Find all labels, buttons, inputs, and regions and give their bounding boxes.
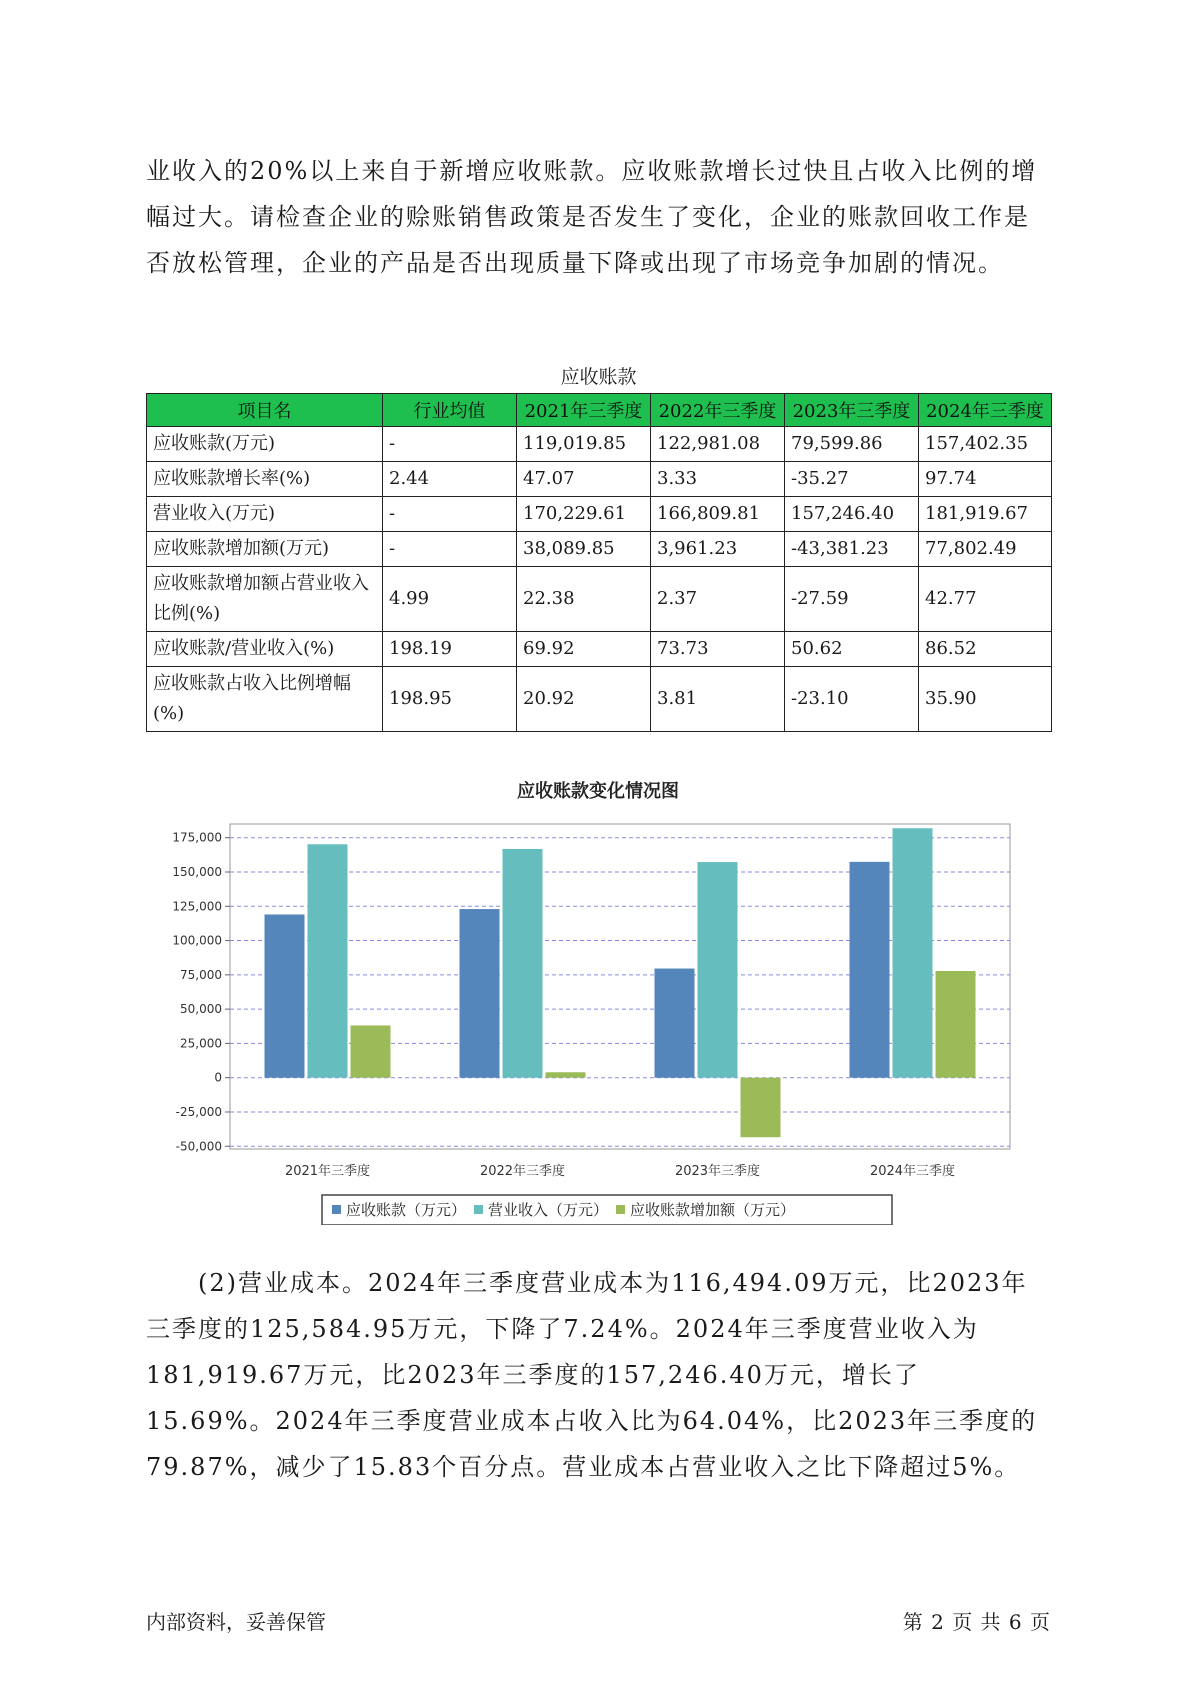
table-cell: 86.52 xyxy=(919,632,1052,667)
table-cell: 77,802.49 xyxy=(919,532,1052,567)
table-header-row xyxy=(147,394,1052,427)
header-cell: 2023年三季度 xyxy=(785,394,919,427)
legend-swatch xyxy=(616,1205,625,1214)
chart-legend xyxy=(322,1195,892,1225)
bar-2 xyxy=(893,828,933,1077)
y-tick-label: 25,000 xyxy=(180,1036,222,1051)
bar-3 xyxy=(741,1078,781,1137)
body-paragraph-2: (2)营业成本。2024年三季度营业成本为116,494.09万元，比2023年三季度的125,584.95万元，下降了7.24%。2024年三季度营业收入为181,919.67万元，比2023年三季度的157,246.40万元，增长了15.69%。2024年三季度营业成本占收入比为64.04%，比2023年三季度的79.87%，减少了15.83个百分点。营业成本占营业收入之比下降超过5%。 xyxy=(146,1269,1038,1481)
row-label: 应收账款(万元) xyxy=(147,427,383,462)
table-cell: - xyxy=(383,427,517,462)
table-cell: 2.44 xyxy=(383,462,517,497)
bar-1 xyxy=(460,909,500,1078)
legend-swatch xyxy=(474,1205,483,1214)
header-cell: 项目名 xyxy=(147,394,383,427)
row-label: 应收账款增加额(万元) xyxy=(147,532,383,567)
bar-3 xyxy=(546,1072,586,1077)
x-tick-label: 2021年三季度 xyxy=(284,1164,371,1179)
receivables-table xyxy=(146,393,1052,732)
y-tick-label: 0 xyxy=(214,1070,222,1085)
table-cell: -27.59 xyxy=(785,567,919,632)
bar-1 xyxy=(655,969,695,1078)
bar-2 xyxy=(698,862,738,1078)
table-cell: 4.99 xyxy=(383,567,517,632)
table-caption: 应收账款 xyxy=(560,366,637,388)
table-cell: 119,019.85 xyxy=(517,427,651,462)
table-cell: -35.27 xyxy=(785,462,919,497)
row-label: 营业收入(万元) xyxy=(147,497,383,532)
table-cell: 166,809.81 xyxy=(651,497,785,532)
table-cell: 79,599.86 xyxy=(785,427,919,462)
table-cell: 20.92 xyxy=(517,667,651,732)
x-axis xyxy=(285,1163,955,1179)
table-cell: 198.95 xyxy=(383,667,517,732)
legend-label: 应收账款（万元） xyxy=(346,1201,467,1219)
table-cell: 38,089.85 xyxy=(517,532,651,567)
bar-3 xyxy=(351,1025,391,1077)
y-tick-label: 100,000 xyxy=(172,933,222,948)
y-tick-label: -50,000 xyxy=(175,1139,222,1154)
row-label: 应收账款占收入比例增幅(%) xyxy=(147,667,383,732)
bar-1 xyxy=(265,914,305,1077)
x-tick-label: 2024年三季度 xyxy=(869,1164,956,1179)
page-number: 第 2 页 共 6 页 xyxy=(902,1610,1051,1634)
table-cell: 97.74 xyxy=(919,462,1052,497)
table-cell: 157,246.40 xyxy=(785,497,919,532)
receivables-chart xyxy=(146,775,1051,1225)
table-cell: 35.90 xyxy=(919,667,1052,732)
table-cell: 157,402.35 xyxy=(919,427,1052,462)
x-tick-label: 2022年三季度 xyxy=(479,1164,566,1179)
legend-label: 应收账款增加额（万元） xyxy=(630,1201,796,1219)
table-cell: 69.92 xyxy=(517,632,651,667)
bars-layer xyxy=(265,828,976,1137)
header-cell: 2024年三季度 xyxy=(919,394,1052,427)
y-tick-label: 175,000 xyxy=(172,830,222,845)
table-cell: 2.37 xyxy=(651,567,785,632)
bar-1 xyxy=(850,862,890,1078)
body-paragraph-1: 业收入的20%以上来自于新增应收账款。应收账款增长过快且占收入比例的增幅过大。请检查企业的赊账销售政策是否发生了变化，企业的账款回收工作是否放松管理，企业的产品是否出现质量下降或出现了市场竞争加剧的情况。 xyxy=(146,157,1038,277)
table-cell: 122,981.08 xyxy=(651,427,785,462)
table-row xyxy=(147,667,1052,732)
row-label: 应收账款增长率(%) xyxy=(147,462,383,497)
table-cell: 22.38 xyxy=(517,567,651,632)
table-cell: 198.19 xyxy=(383,632,517,667)
table-cell: - xyxy=(383,532,517,567)
table-row xyxy=(147,532,1052,567)
chart-svg xyxy=(146,775,1051,1225)
table-cell: -23.10 xyxy=(785,667,919,732)
table-cell: 170,229.61 xyxy=(517,497,651,532)
y-tick-label: 150,000 xyxy=(172,864,222,879)
bar-2 xyxy=(308,844,348,1077)
table-cell: 3.81 xyxy=(651,667,785,732)
header-cell: 2022年三季度 xyxy=(651,394,785,427)
header-cell: 2021年三季度 xyxy=(517,394,651,427)
table-cell: 50.62 xyxy=(785,632,919,667)
header-cell: 行业均值 xyxy=(383,394,517,427)
x-tick-label: 2023年三季度 xyxy=(674,1164,761,1179)
table-cell: 47.07 xyxy=(517,462,651,497)
chart-title: 应收账款变化情况图 xyxy=(517,781,679,802)
footer-note: 内部资料，妥善保管 xyxy=(146,1610,326,1634)
y-tick-label: 125,000 xyxy=(172,899,222,914)
bar-3 xyxy=(936,971,976,1078)
table-cell: - xyxy=(383,497,517,532)
legend-label: 营业收入（万元） xyxy=(488,1201,609,1219)
table-cell: 73.73 xyxy=(651,632,785,667)
table-cell: 42.77 xyxy=(919,567,1052,632)
table-cell: -43,381.23 xyxy=(785,532,919,567)
table-cell: 3,961.23 xyxy=(651,532,785,567)
table-row xyxy=(147,497,1052,532)
y-tick-label: -25,000 xyxy=(175,1104,222,1119)
table-cell: 181,919.67 xyxy=(919,497,1052,532)
table-row xyxy=(147,632,1052,667)
legend-swatch xyxy=(332,1205,341,1214)
table-row xyxy=(147,567,1052,632)
bar-2 xyxy=(503,849,543,1078)
row-label: 应收账款/营业收入(%) xyxy=(147,632,383,667)
y-tick-label: 50,000 xyxy=(180,1002,222,1017)
table-cell: 3.33 xyxy=(651,462,785,497)
row-label: 应收账款增加额占营业收入比例(%) xyxy=(147,567,383,632)
y-tick-label: 75,000 xyxy=(180,967,222,982)
table-row xyxy=(147,427,1052,462)
table-row xyxy=(147,462,1052,497)
